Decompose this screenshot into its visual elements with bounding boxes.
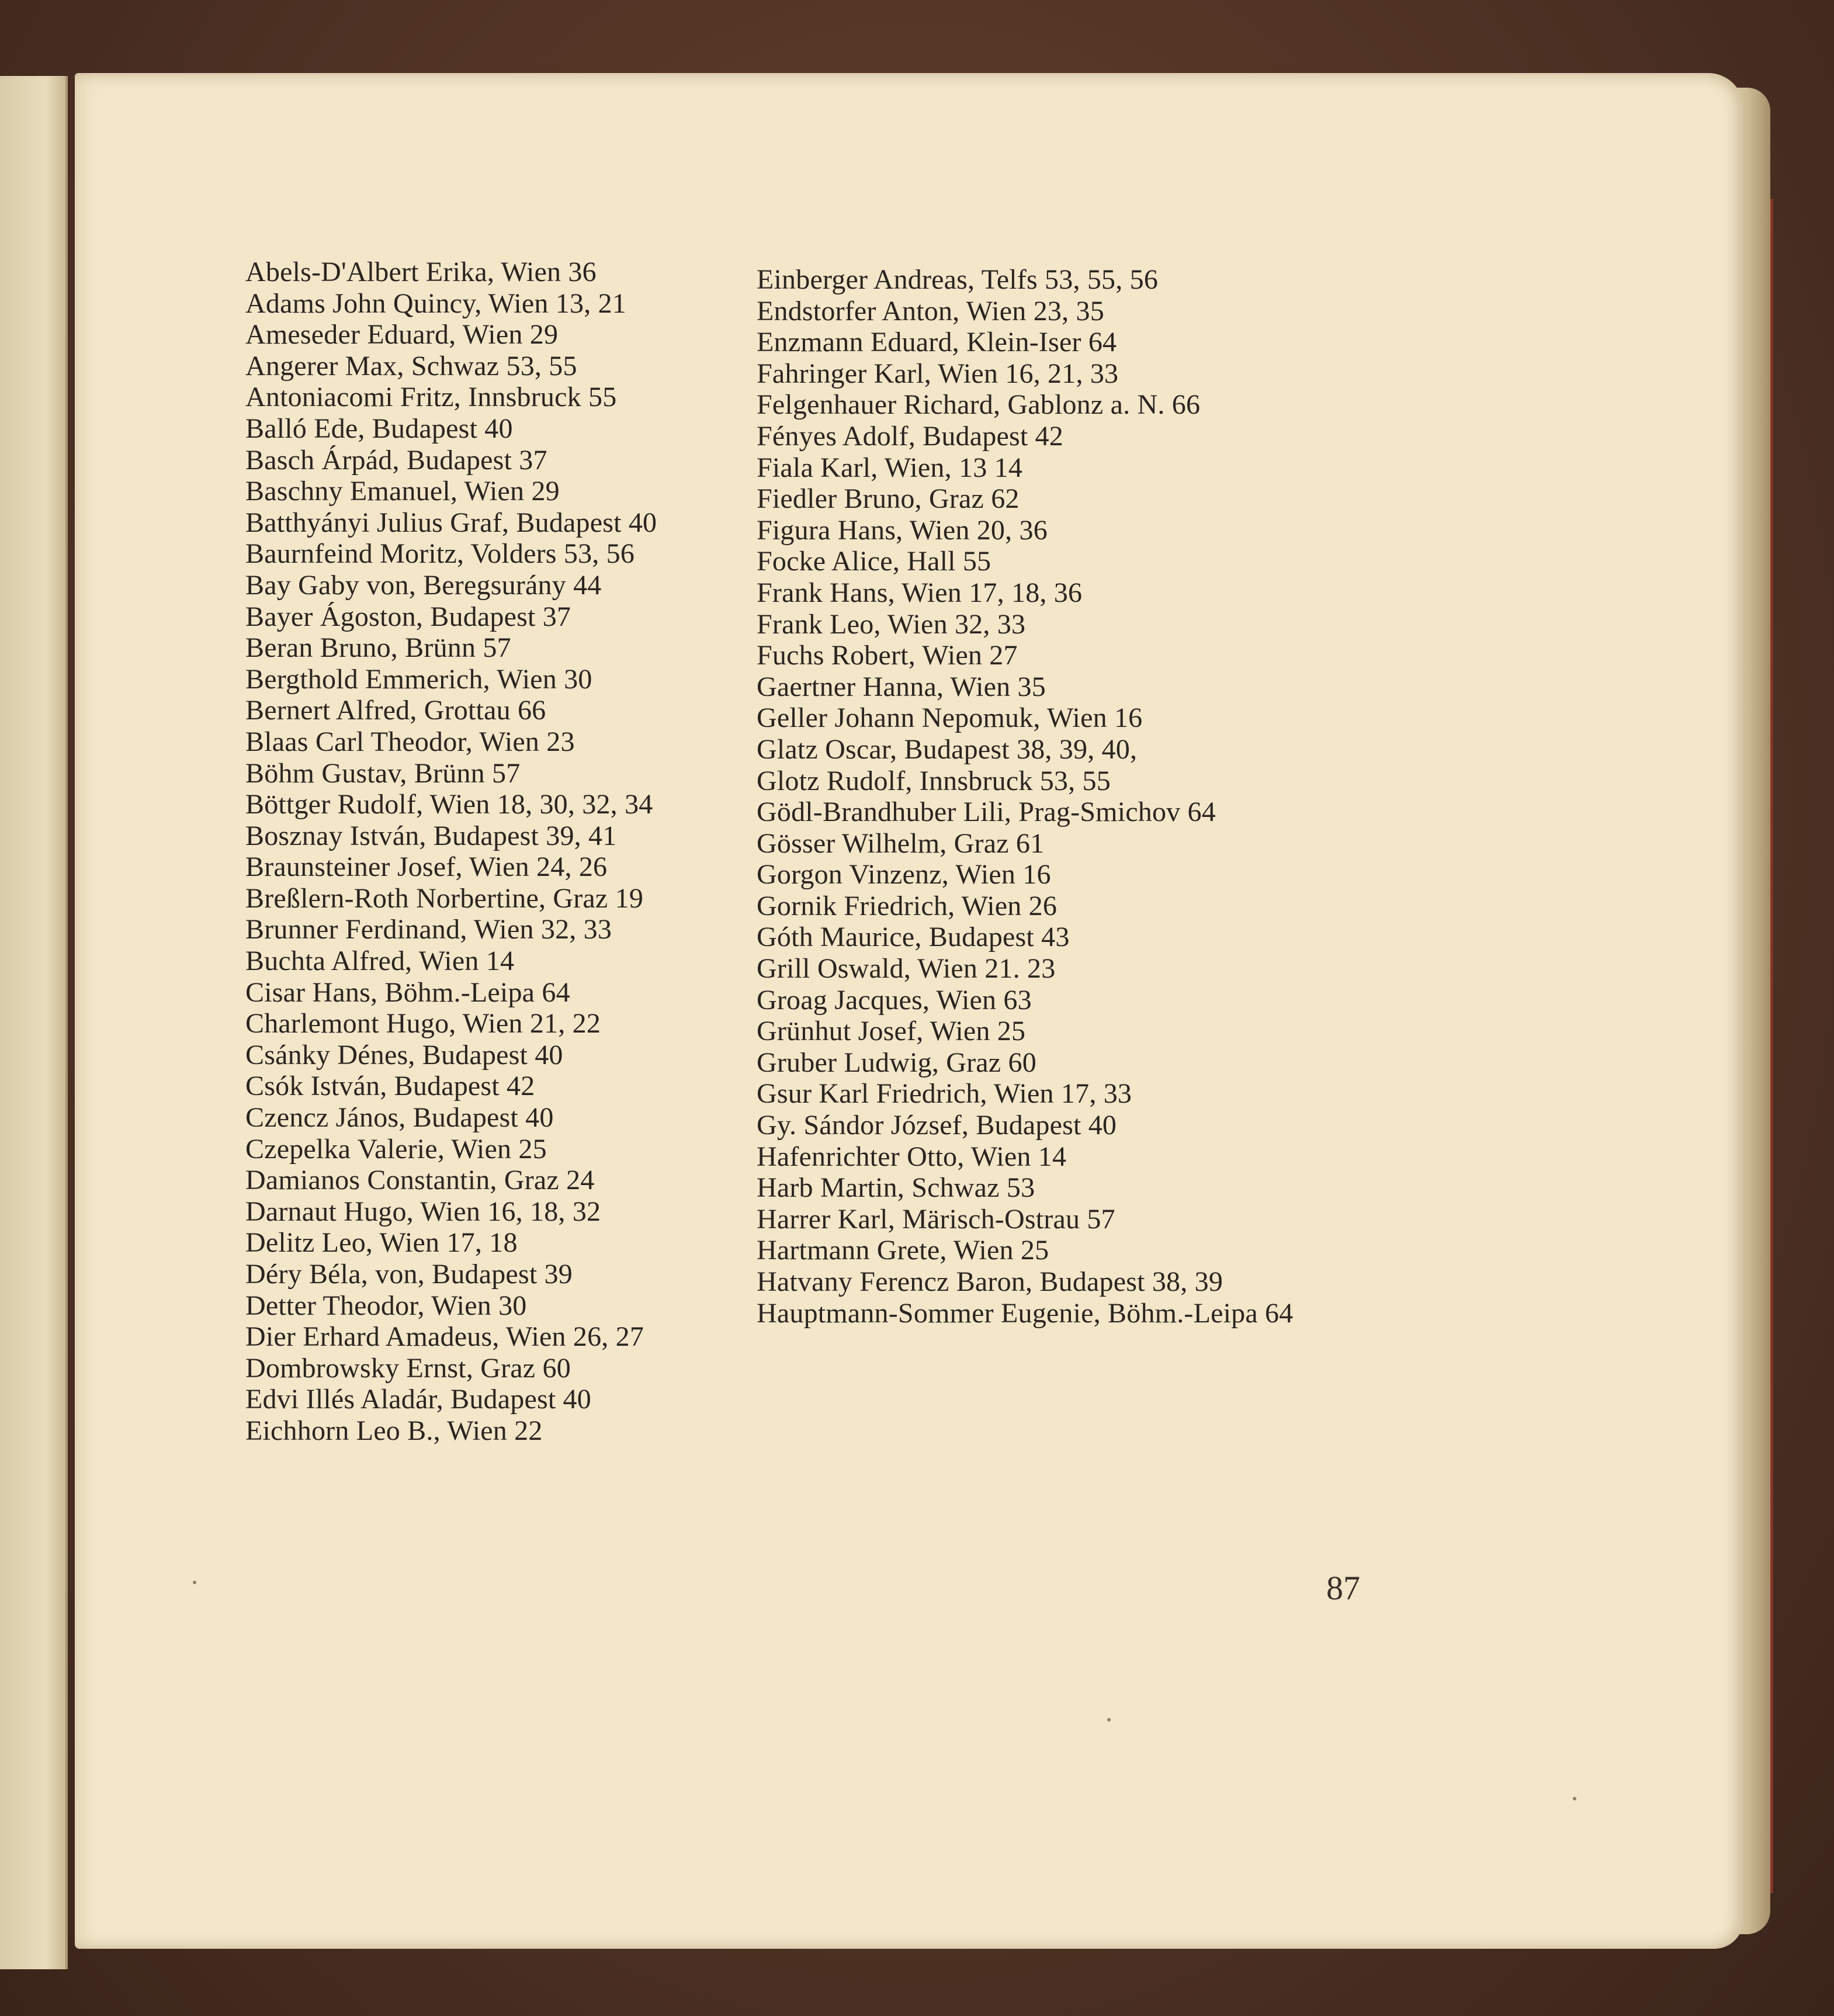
- index-entry: Gaertner Hanna, Wien 35: [757, 671, 1046, 702]
- index-column-left: [245, 257, 795, 1447]
- index-entry: Abels-D'Albert Erika, Wien 36: [245, 257, 597, 287]
- index-entry: Bay Gaby von, Beregsurány 44: [245, 569, 602, 601]
- page-number: 87: [1326, 1569, 1360, 1607]
- index-entry: Fényes Adolf, Budapest 42: [757, 420, 1063, 452]
- index-entry: Czencz János, Budapest 40: [245, 1102, 554, 1134]
- index-entry: Gödl-Brandhuber Lili, Prag-Smichov 64: [757, 796, 1216, 828]
- index-entry: Gy. Sándor József, Budapest 40: [757, 1110, 1117, 1141]
- index-entry: Blaas Carl Theodor, Wien 23: [245, 726, 575, 757]
- index-entry: Fiala Karl, Wien, 13 14: [757, 452, 1023, 483]
- index-entry: Harb Martin, Schwaz 53: [757, 1172, 1035, 1204]
- index-entry: Baurnfeind Moritz, Volders 53, 56: [245, 538, 635, 570]
- index-entry: Cisar Hans, Böhm.-Leipa 64: [245, 976, 570, 1008]
- index-entry: Grill Oswald, Wien 21. 23: [757, 953, 1056, 985]
- index-entry: Gornik Friedrich, Wien 26: [757, 890, 1058, 922]
- index-entry: Frank Hans, Wien 17, 18, 36: [757, 577, 1083, 608]
- index-entry: Edvi Illés Aladár, Budapest 40: [245, 1384, 591, 1415]
- index-entry: Buchta Alfred, Wien 14: [245, 945, 515, 977]
- index-entry: Glotz Rudolf, Innsbruck 53, 55: [757, 765, 1111, 796]
- index-entry: Felgenhauer Richard, Gablonz a. N. 66: [757, 389, 1201, 421]
- index-entry: Bosznay István, Budapest 39, 41: [245, 820, 617, 851]
- index-entry: Fiedler Bruno, Graz 62: [757, 483, 1020, 515]
- index-entry: Gorgon Vinzenz, Wien 16: [757, 859, 1051, 891]
- index-entry: Angerer Max, Schwaz 53, 55: [245, 350, 577, 382]
- index-entry: Eichhorn Leo B., Wien 22: [245, 1415, 543, 1446]
- paper-speck: [1107, 1718, 1111, 1721]
- index-entry: Hartmann Grete, Wien 25: [757, 1235, 1049, 1266]
- paper-speck: [1573, 1797, 1576, 1800]
- index-entry: Csók István, Budapest 42: [245, 1071, 535, 1102]
- index-entry: Grünhut Josef, Wien 25: [757, 1016, 1026, 1047]
- index-entry: Gruber Ludwig, Graz 60: [757, 1047, 1036, 1078]
- index-entry: Dombrowsky Ernst, Graz 60: [245, 1352, 571, 1384]
- paper-speck: [193, 1581, 196, 1584]
- index-entry: Czepelka Valerie, Wien 25: [245, 1133, 547, 1165]
- index-entry: Darnaut Hugo, Wien 16, 18, 32: [245, 1196, 601, 1227]
- index-entry: Geller Johann Nepomuk, Wien 16: [757, 702, 1143, 734]
- index-entry: Breßlern-Roth Norbertine, Graz 19: [245, 882, 644, 914]
- index-entry: Böttger Rudolf, Wien 18, 30, 32, 34: [245, 789, 653, 820]
- index-entry: Endstorfer Anton, Wien 23, 35: [757, 295, 1104, 327]
- index-entry: Einberger Andreas, Telfs 53, 55, 56: [757, 264, 1159, 295]
- index-entry: Bayer Ágoston, Budapest 37: [245, 601, 571, 632]
- index-column-right: [757, 264, 1405, 1329]
- index-entry: Ameseder Eduard, Wien 29: [245, 319, 559, 351]
- index-entry: Focke Alice, Hall 55: [757, 546, 991, 577]
- index-entry: Batthyányi Julius Graf, Budapest 40: [245, 507, 657, 538]
- index-entry: Hauptmann-Sommer Eugenie, Böhm.-Leipa 64: [757, 1297, 1294, 1329]
- index-entry: Glatz Oscar, Budapest 38, 39, 40,: [757, 733, 1138, 765]
- index-entry: Basch Árpád, Budapest 37: [245, 444, 547, 476]
- index-entry: Enzmann Eduard, Klein-Iser 64: [757, 327, 1117, 358]
- index-entry: Böhm Gustav, Brünn 57: [245, 757, 521, 789]
- index-entry: Fuchs Robert, Wien 27: [757, 640, 1018, 671]
- index-entry: Bergthold Emmerich, Wien 30: [245, 663, 592, 695]
- index-entry: Bernert Alfred, Grottau 66: [245, 695, 546, 726]
- index-entry: Braunsteiner Josef, Wien 24, 26: [245, 851, 608, 883]
- index-entry: Beran Bruno, Brünn 57: [245, 632, 511, 664]
- index-entry: Groag Jacques, Wien 63: [757, 984, 1032, 1016]
- index-entry: Delitz Leo, Wien 17, 18: [245, 1227, 518, 1259]
- index-entry: Antoniacomi Fritz, Innsbruck 55: [245, 382, 617, 413]
- index-entry: Hafenrichter Otto, Wien 14: [757, 1141, 1067, 1172]
- index-entry: Brunner Ferdinand, Wien 32, 33: [245, 914, 612, 945]
- index-entry: Baschny Emanuel, Wien 29: [245, 476, 560, 507]
- index-entry: Gsur Karl Friedrich, Wien 17, 33: [757, 1078, 1132, 1110]
- index-entry: Hatvany Ferencz Baron, Budapest 38, 39: [757, 1266, 1223, 1297]
- index-entry: Góth Maurice, Budapest 43: [757, 922, 1070, 953]
- index-entry: Csánky Dénes, Budapest 40: [245, 1039, 563, 1071]
- index-entry: Figura Hans, Wien 20, 36: [757, 514, 1048, 546]
- index-entry: Dier Erhard Amadeus, Wien 26, 27: [245, 1321, 644, 1353]
- index-entry: Balló Ede, Budapest 40: [245, 413, 513, 444]
- left-page-edge: [0, 76, 68, 1969]
- index-entry: Fahringer Karl, Wien 16, 21, 33: [757, 358, 1119, 389]
- index-entry: Frank Leo, Wien 32, 33: [757, 608, 1026, 640]
- index-entry: Damianos Constantin, Graz 24: [245, 1165, 595, 1196]
- index-entry: Gösser Wilhelm, Graz 61: [757, 827, 1045, 859]
- index-entry: Déry Béla, von, Budapest 39: [245, 1259, 573, 1290]
- index-entry: Charlemont Hugo, Wien 21, 22: [245, 1008, 601, 1040]
- index-entry: Detter Theodor, Wien 30: [245, 1290, 527, 1321]
- index-entry: Adams John Quincy, Wien 13, 21: [245, 287, 627, 319]
- index-entry: Harrer Karl, Märisch-Ostrau 57: [757, 1203, 1115, 1235]
